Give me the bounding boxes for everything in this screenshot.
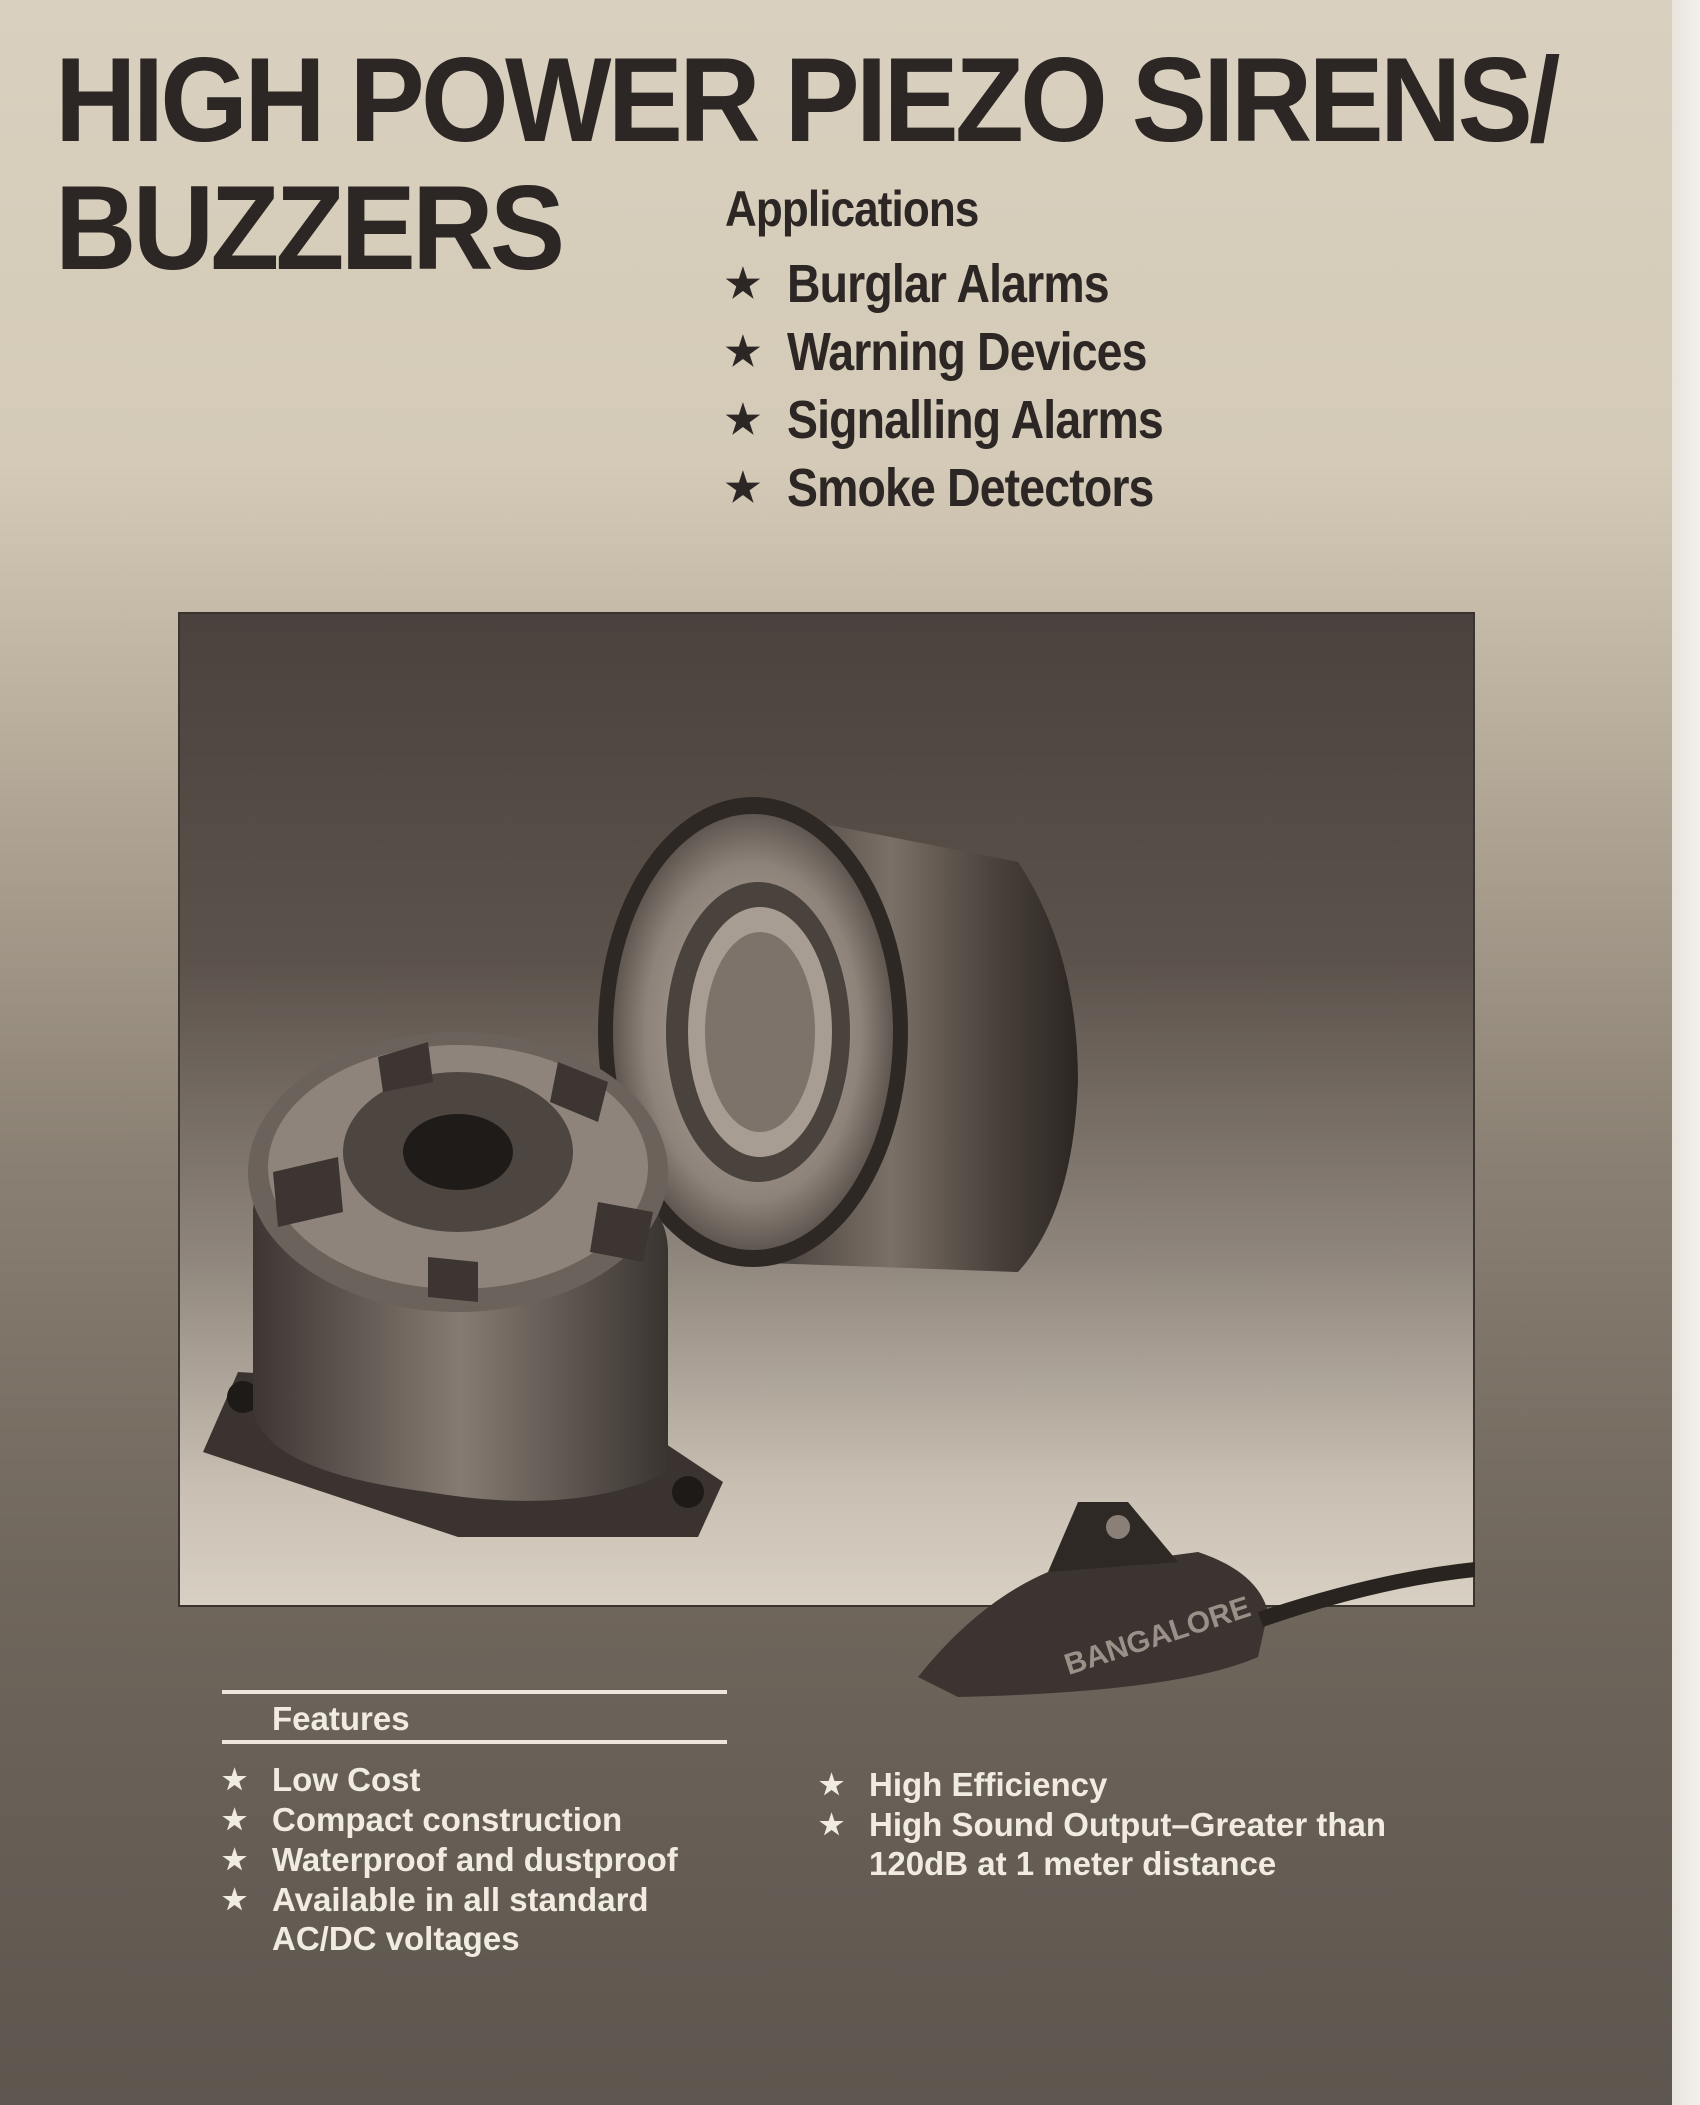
star-icon: ★ bbox=[819, 1769, 845, 1800]
star-icon: ★ bbox=[725, 262, 760, 306]
applications-section bbox=[725, 180, 1224, 522]
star-icon: ★ bbox=[725, 466, 760, 510]
page-edge bbox=[1672, 0, 1700, 2105]
page-title-line-2: BUZZERS bbox=[55, 161, 562, 295]
list-item: ★ Available in all standard AC/DC voltages bbox=[222, 1881, 649, 1957]
list-item: ★ Warning Devices bbox=[725, 322, 1147, 382]
star-icon: ★ bbox=[222, 1804, 248, 1835]
features-heading: Features bbox=[272, 1700, 410, 1737]
divider bbox=[222, 1690, 727, 1694]
page-title-line-1: HIGH POWER PIEZO SIRENS/ bbox=[55, 33, 1557, 167]
star-icon: ★ bbox=[725, 330, 760, 374]
features-list-right bbox=[819, 1765, 1419, 1884]
applications-list bbox=[725, 250, 1224, 522]
star-icon: ★ bbox=[725, 398, 760, 442]
list-item: ★ Signalling Alarms bbox=[725, 390, 1163, 450]
horn-siren-graphic bbox=[598, 797, 1475, 1697]
list-item: ★ High Efficiency bbox=[819, 1766, 1108, 1803]
list-item: ★ Compact construction bbox=[222, 1801, 623, 1838]
divider bbox=[222, 1740, 727, 1744]
list-item: ★ Low Cost bbox=[222, 1761, 421, 1798]
list-item: ★ Waterproof and dustproof bbox=[222, 1841, 678, 1878]
applications-heading: Applications bbox=[725, 181, 979, 237]
star-icon: ★ bbox=[819, 1809, 845, 1840]
star-icon: ★ bbox=[222, 1764, 248, 1795]
stamp-text: BANGALORE bbox=[1060, 1590, 1255, 1682]
list-item: ★ Burglar Alarms bbox=[725, 254, 1109, 314]
list-item: ★ Smoke Detectors bbox=[725, 458, 1154, 518]
star-icon: ★ bbox=[222, 1844, 248, 1875]
siren-illustration bbox=[178, 612, 1475, 1682]
list-item: ★ High Sound Output–Greater than 120dB at 1 meter distance bbox=[819, 1806, 1386, 1882]
features-list-left bbox=[222, 1760, 782, 1959]
star-icon: ★ bbox=[222, 1884, 248, 1915]
product-photo bbox=[178, 612, 1475, 1682]
